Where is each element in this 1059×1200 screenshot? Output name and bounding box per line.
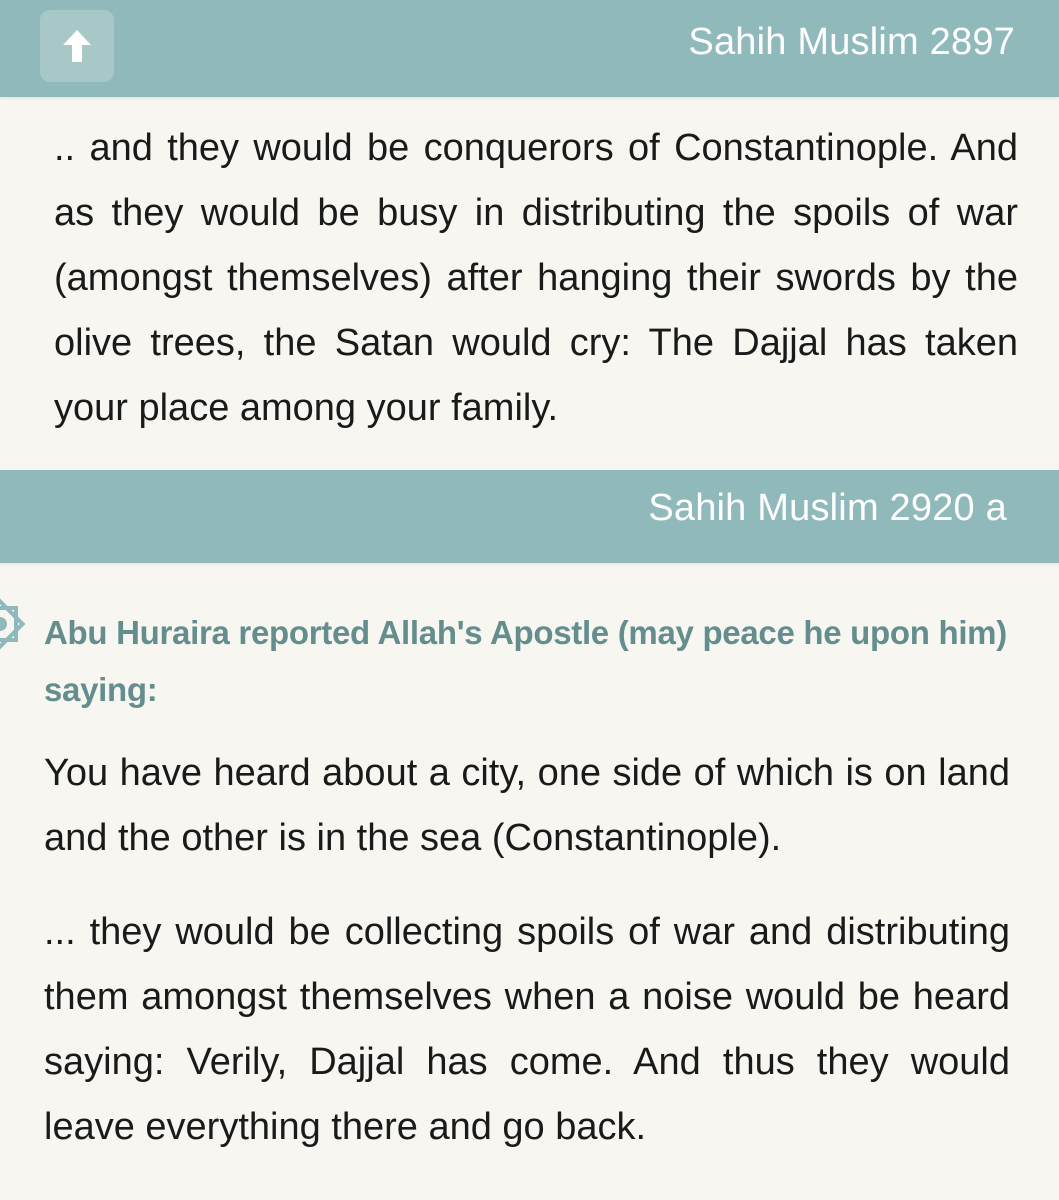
hadith-text: .. and they would be conquerors of Constantinople. And as they would be busy in distributing the spoils of war (amongst themselves) after hanging their swords by the olive trees, the Satan would cry: The Dajjal has taken your place among your family. bbox=[54, 127, 1018, 429]
hadith-paragraph: ... they would be collecting spoils of war and distributing them amongst themselves when a noise would be heard saying: Verily, Dajjal has come. And thus they would leave everything there and go back. bbox=[44, 911, 1010, 1148]
narrator-text: Abu Huraira reported Allah's Apostle (may peace he upon him) saying: bbox=[44, 614, 1007, 708]
hadith-header bbox=[0, 0, 1059, 97]
arrow-up-icon bbox=[55, 24, 99, 68]
back-to-top-button[interactable] bbox=[40, 10, 114, 82]
hadith-header bbox=[0, 470, 1059, 563]
hadith-reference-title: Sahih Muslim 2920 a bbox=[648, 487, 1007, 529]
hadith-reference-title: Sahih Muslim 2897 bbox=[688, 21, 1015, 63]
hadith-paragraph: You have heard about a city, one side of which is on land and the other is in the sea (Constantinople). bbox=[44, 752, 1010, 859]
star-ornament-icon bbox=[0, 594, 30, 654]
